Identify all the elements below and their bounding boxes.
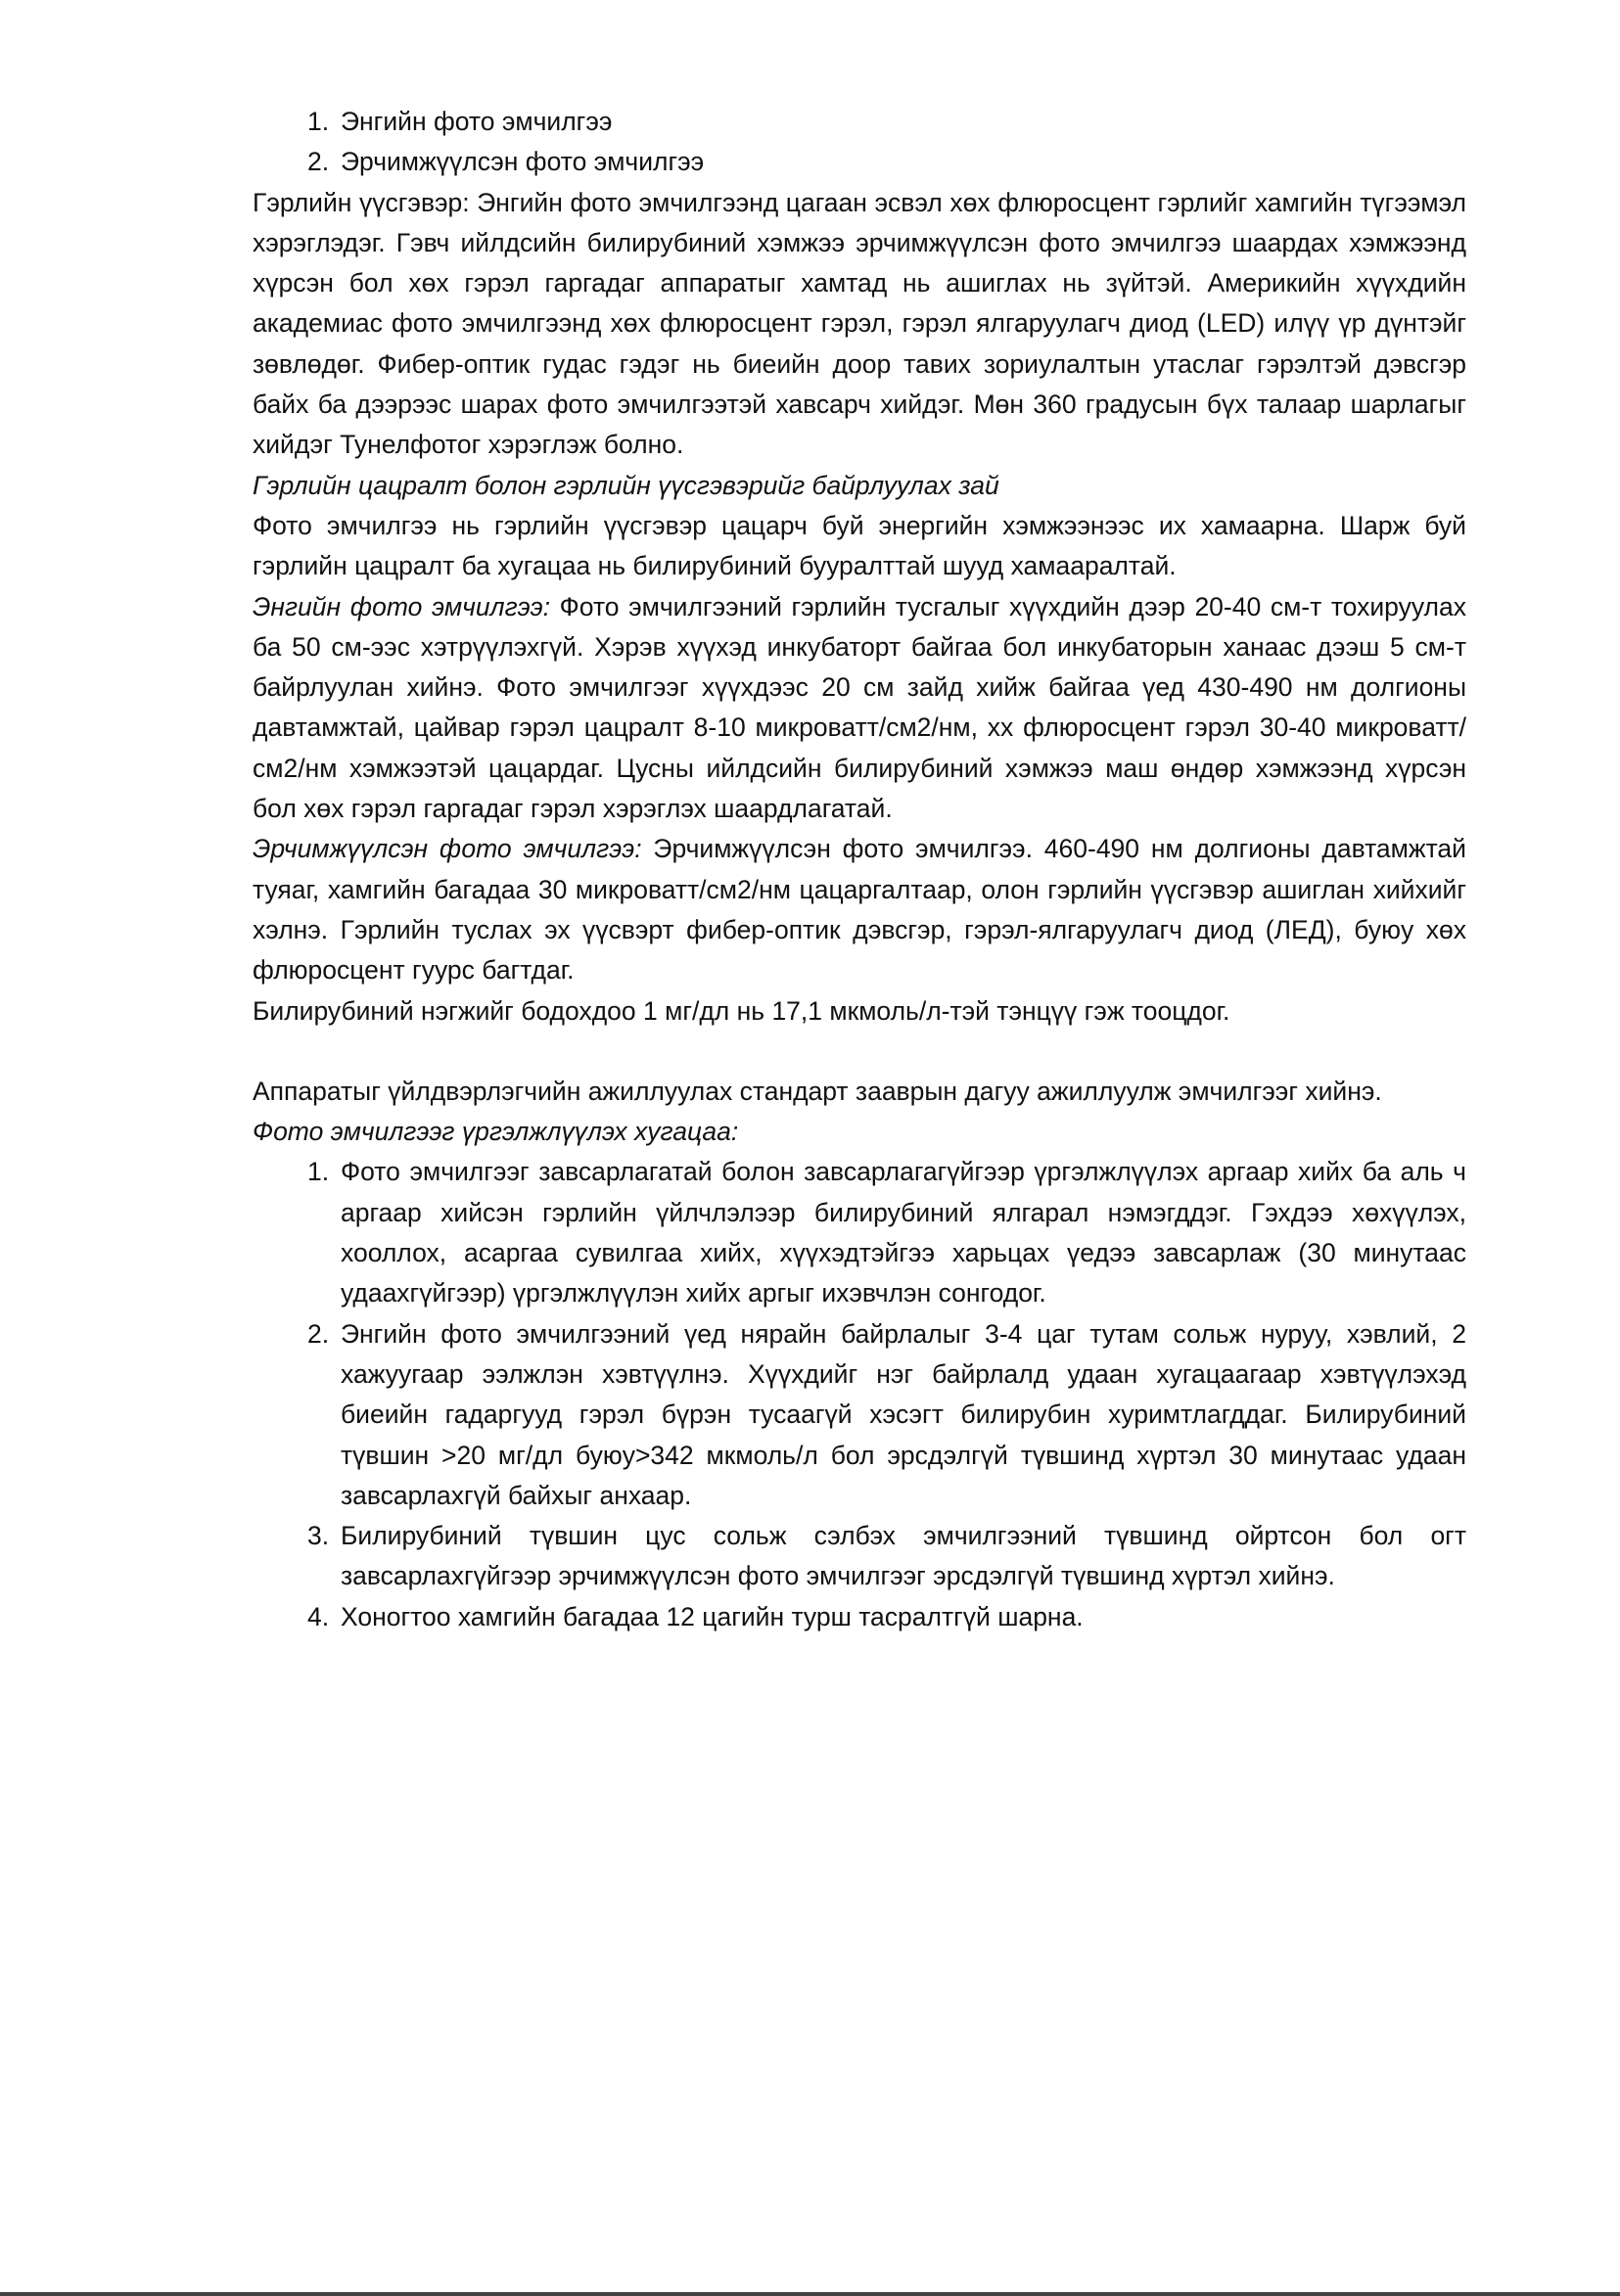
list-item [307, 102, 1466, 142]
intensive-phototherapy-label: Эрчимжүүлсэн фото эмчилгээ: [253, 834, 642, 864]
paragraph-light-source: Гэрлийн үүсгэвэр: Энгийн фото эмчилгээнд цагаан эсвэл хөх флюросцент гэрлийг хамгийн түгээмэл хэрэглэдэг. Гэвч ийлдсийн билирубиний хэмжээ эрчимжүүлсэн фото эмчилгээ шаардах хэмжээнд хүрсэн бол хөх гэрэл гаргадаг аппаратыг хамтад нь ашиглах нь зүйтэй. Америкийн хүүхдийн академиас фото эмчилгээнд хөх флюросцент гэрэл, гэрэл ялгаруулагч диод (LED) илүү үр дүнтэйг зөвлөдөг. Фибер-оптик гудас гэдэг нь биеийн доор тавих зориулалтын утаслаг гэрэлтэй дэвсгэр байх ба дээрээс шарах фото эмчилгээтэй хавсарч хийдэг. Мөн 360 градусын бүх талаар шарлагыг хийдэг Тунелфотог хэрэглэж болно. [253, 187, 1466, 460]
intensive-phototherapy-text: Эрчимжүүлсэн фото эмчилгээ. 460-490 нм долгионы давтамжтай туяаг, хамгийн багадаа 30 микроватт/см2/нм цацаргалтаар, олон гэрлийн үүсгэвэр ашиглан хийхийг хэлнэ. Гэрлийн туслах эх үүсвэрт фибер-оптик дэвсгэр, гэрэл-ялгаруулагч диод (ЛЕД), буюу хөх флюросцент гуурс багтдаг. [253, 834, 1466, 986]
paragraph-intensive-phototherapy [253, 829, 1466, 990]
list-item [307, 142, 1466, 182]
page-content [253, 102, 1466, 1637]
paragraph-energy-dependence: Фото эмчилгээ нь гэрлийн үүсгэвэр цацарч буй энергийн хэмжээнээс их хамаарна. Шарж буй гэрлийн цацралт ба хугацаа нь билирубиний бууралттай шууд хамааралтай. [253, 510, 1466, 581]
simple-phototherapy-text: Фото эмчилгээний гэрлийн тусгалыг хүүхдийн дээр 20-40 см-т тохируулах ба 50 см-ээс хэтрүүлэхгүй. Хэрэв хүүхэд инкубаторт байгаа бол инкубаторын ханаас дээш 5 см-т байрлуулан хийнэ. Фото эмчилгээг хүүхдээс 20 см зайд хийж байгаа үед 430-490 нм долгионы давтамжтай, цайвар гэрэл цацралт 8-10 микроватт/см2/нм, хх флюросцент гэрэл 30-40 микроватт/см2/нм хэмжээтэй цацардаг. Цусны ийлдсийн билирубиний хэмжээ маш өндөр хэмжээнд хүрсэн бол хөх гэрэл гаргадаг гэрэл хэрэглэх шаардлагатай. [253, 591, 1466, 824]
scan-bottom-edge [0, 2292, 1620, 2296]
list-text: Энгийн фото эмчилгээний үед нярайн байрлалыг 3-4 цаг тутам сольж нуруу, хэвлий, 2 хажуугаар ээлжлэн хэвтүүлнэ. Хүүхдийг нэг байрлалд удаан хугацаагаар хэвтүүлэхэд биеийн гадаргууд гэрэл бүрэн тусаагүй хэсэгт билирубин хуримтлагддаг. Билирубиний түвшин >20 мг/дл буюу>342 мкмоль/л бол эрсдэлгүй түвшинд хүртэл 30 минутаас удаан завсарлахгүй байхыг анхаар. [341, 1318, 1466, 1510]
list-number: 1. [307, 107, 330, 136]
list-item [307, 1152, 1466, 1313]
list-item [307, 1516, 1466, 1597]
list-text: Эрчимжүүлсэн фото эмчилгээ [341, 147, 705, 177]
paragraph-manufacturer-instructions: Аппаратыг үйлдвэрлэгчийн ажиллуулах стандарт зааврын дагуу ажиллуулж эмчилгээг хийнэ. [253, 1076, 1382, 1106]
paragraph-simple-phototherapy [253, 587, 1466, 830]
list-item [307, 1597, 1466, 1637]
list-text: Фото эмчилгээг завсарлагатай болон завсарлагагүйгээр үргэлжлүүлэх аргаар хийх ба аль ч аргаар хийсэн гэрлийн үйлчлэлээр билирубиний ялгарал нэмэгддэг. Гэхдээ хөхүүлэх, хооллох, асаргаа сувилгаа хийх, хүүхэдтэйгээ харьцах үедээ завсарлаж (30 минутаас удаахгүйгээр) үргэлжлүүлэн хийх аргыг ихэвчлэн сонгодог. [341, 1157, 1466, 1309]
phototherapy-types-list [253, 102, 1466, 183]
list-text: Хоногтоо хамгийн багадаа 12 цагийн турш тасралтгүй шарна. [341, 1601, 1084, 1631]
duration-list [253, 1152, 1466, 1637]
simple-phototherapy-label: Энгийн фото эмчилгээ: [253, 591, 551, 621]
list-number: 3. [307, 1521, 330, 1551]
list-text: Билирубиний түвшин цус сольж сэлбэх эмчилгээний түвшинд ойртсон бол огт завсарлахгүйгээр эрчимжүүлсэн фото эмчилгээг эрсдэлгүй түвшинд хүртэл хийнэ. [341, 1521, 1466, 1591]
list-text: Энгийн фото эмчилгээ [341, 107, 613, 136]
list-number: 2. [307, 147, 330, 177]
blank-line [253, 1032, 1466, 1072]
heading-irradiance: Гэрлийн цацралт болон гэрлийн үүсгэвэрийг байрлуулах зай [253, 470, 999, 500]
list-number: 4. [307, 1601, 330, 1631]
paragraph-unit-conversion: Билирубиний нэгжийг бодохдоо 1 мг/дл нь 17,1 мкмоль/л-тэй тэнцүү гэж тооцдог. [253, 995, 1230, 1026]
heading-duration: Фото эмчилгээг үргэлжлүүлэх хугацаа: [253, 1117, 739, 1147]
list-item [307, 1314, 1466, 1516]
list-number: 1. [307, 1157, 330, 1187]
list-number: 2. [307, 1318, 330, 1349]
